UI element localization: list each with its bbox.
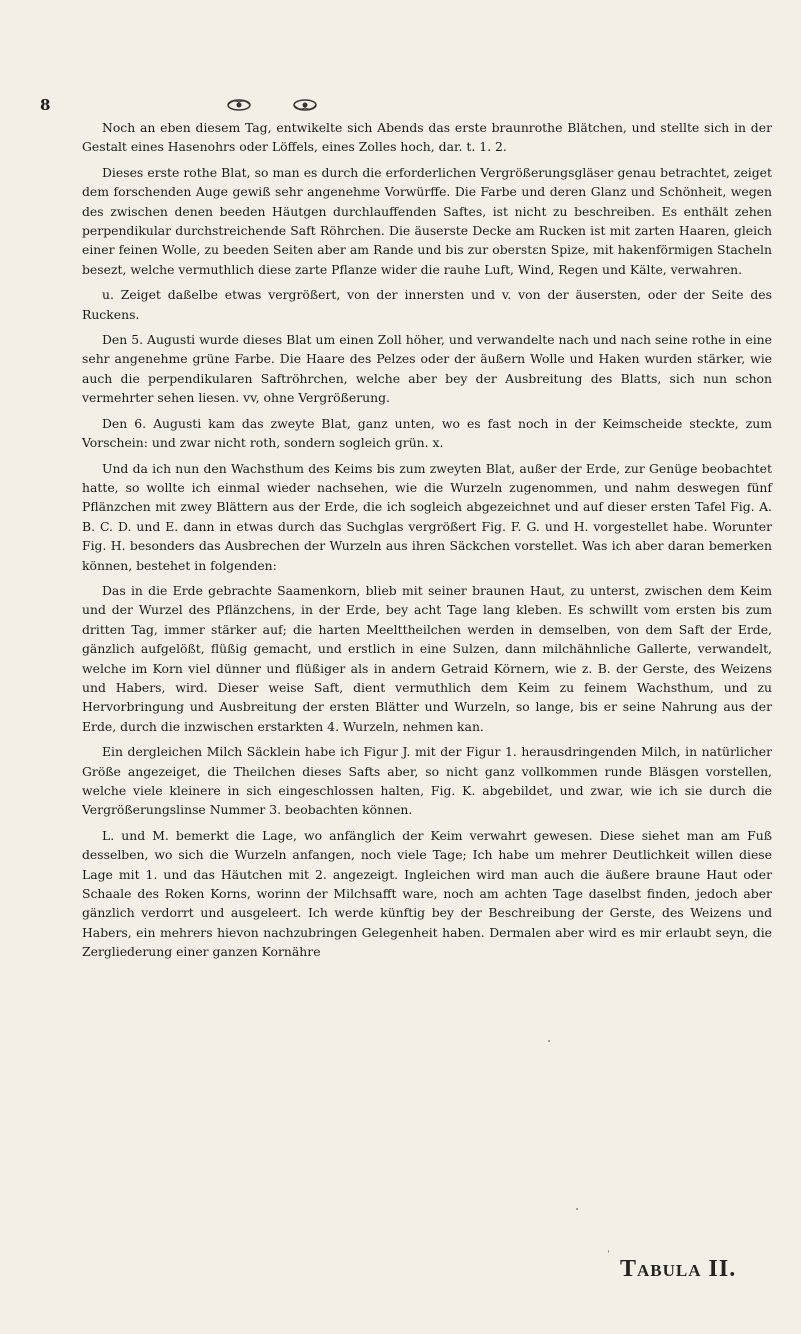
page-body (82, 118, 772, 968)
paragraph: Den 6. Augusti kam das zweyte Blat, ganz unten, wo es fast noch in der Keimscheide steckte, zum Vorschein: und zwar nicht roth, sondern sogleich grün. x. (82, 415, 772, 451)
paragraph: Dieses erste rothe Blat, so man es durch die erforderlichen Vergrößerungsgläser genau betrachtet, zeiget dem forschenden Auge gewiß sehr angenehme Vorwürffe. Die Farbe und deren Glanz und Schönheit, wegen des zwischen denen beeden Häutgen durchlauffenden Saftes, ist nicht zu beschreiben. Es enthält zehen perpendikular durchstreichende Saft Röhrchen. Die äuserste Decke am Rucken ist mit zarten Haaren, gleich einer feinen Wolle, zu beeden Seiten aber am Rande und bis zur oberstεn Spize, mit hakenförmigen Stacheln besezt, welche vermuthlich diese zarte Pflanze wider die rauhe Luft, Wind, Regen und Kälte, verwahren. (82, 164, 772, 277)
paragraph: u. Zeiget daßelbe etwas vergrößert, von der innersten und v. von der äusersten, oder der Seite des Ruckens. (82, 287, 772, 322)
page-number: 8 (40, 96, 51, 114)
ornament-icon (226, 98, 252, 112)
paragraph: Noch an eben diesem Tag, entwikelte sich Abends das erste braunrothe Blätchen, und stellte sich in der Gestalt eines Hasenohrs oder Löffels, eines Zolles hoch, dar. t. 1. 2. (82, 120, 772, 155)
paragraph: Ein dergleichen Milch Säcklein habe ich Figur J. mit der Figur 1. herausdringenden Milch, in natürlicher Größe angezeiget, die Theilchen dieses Safts aber, so nicht ganz vollkommen runde Bläsgen vorstellen, welche viele kleinere in sich eingeschlossen halten, Fig. K. abgebildet, und zwar, wie ich sie durch die Vergrößerungslinse Nummer 3. beobachten können. (82, 744, 772, 818)
ornament-icon (292, 98, 318, 112)
paragraph: L. und M. bemerkt die Lage, wo anfänglich der Keim verwahrt gewesen. Diese siehet man am Fuß desselben, wo sich die Wurzeln anfangen, noch viele Tage; Ich habe um mehrer Deutlichkeit willen diese Lage mit 1. und das Häutchen mit 2. angezeigt. Ingleichen wird man auch die äußere braune Haut oder Schaale des Roken Korns, worinn der Milchsafft ware, noch am achten Tage daselbst finden, jedoch aber gänzlich verdorrt und ausgeleert. Ich werde künftig bey der Beschreibung der Gerste, des Weizens und Habers, ein mehrers hievon nachzubringen Gelegenheit haben. Dermalen aber wird es mir erlaubt seyn, die Zergliederung einer ganzen Kornähre (82, 827, 772, 960)
paragraph: Das in die Erde gebrachte Saamenkorn, blieb mit seiner braunen Haut, zu unterst, zwischen dem Keim und der Wurzel des Pflänzchens, in der Erde, bey acht Tage lang kleben. Es schwillt vom ersten bis zum dritten Tag, immer stärker auf; die harten Meelttheilchen werden in demselben, von dem Saft der Erde, gänzlich aufgelößt, flüßig gemacht, und erstlich in eine Sulzen, dann milchähnliche Gallerte, verwandelt, welche im Korn viel dünner und flüßiger als in andern Getraid Körnern, wie z. B. der Gerste, des Weizens und Habers, wird. Dieser weise Saft, dient vermuthlich dem Keim zu feinem Wachsthum, und zu Hervorbringung und Ausbreitung der ersten Blätter und Wurzeln, so lange, bis er seine Nahrung aus der Erde, durch die inzwischen erstarkten 4. Wurzeln, nehmen kan. (82, 582, 772, 734)
paper-speck (608, 1250, 609, 1253)
paragraph: Und da ich nun den Wachsthum des Keims bis zum zweyten Blat, außer der Erde, zur Genüge beobachtet hatte, so wollte ich einmal wieder nachsehen, wie die Wurzeln zugenommen, und nahm deswegen fünf Pflänzchen mit zwey Blättern aus der Erde, die ich sogleich abgezeichnet und auf dieser ersten Tafel Fig. A. B. C. D. und E. dann in etwas durch das Suchglas vergrößert Fig. F. G. und H. vorgestellet habe. Worunter Fig. H. besonders das Ausbrechen der Wurzeln aus ihren Säckchen vorstellet. Was ich aber daran bemerken können, bestehet in folgenden: (82, 460, 772, 573)
page-header (40, 96, 770, 118)
paper-speck (576, 1208, 578, 1210)
catchword: Tabula II. (620, 1256, 737, 1282)
paragraph: Den 5. Augusti wurde dieses Blat um einen Zoll höher, und verwandelte nach und nach seine rothe in eine sehr angenehme grüne Farbe. Die Haare des Pelzes oder der äußern Wolle und Haken wurden stärker, wie auch die perpendikularen Saftröhrchen, welche aber bey der Ausbreitung des Blatts, sich nun schon vermehrter sehen liesen. vv, ohne Vergrößerung. (82, 332, 772, 406)
paper-speck (548, 1040, 550, 1042)
